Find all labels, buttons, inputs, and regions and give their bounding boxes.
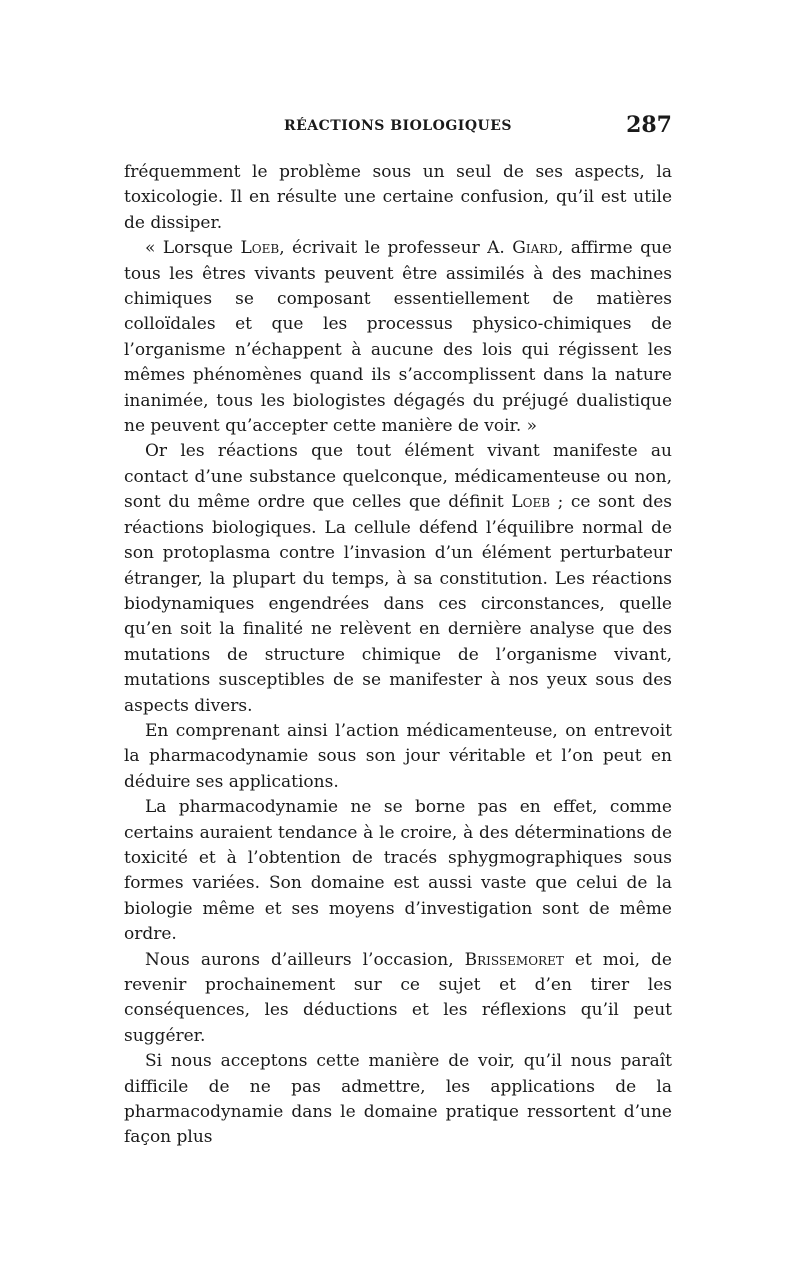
text-run: , affirme que tous les êtres vivants peuvent être assimilés à des machines chimiques se composant essentiellement de matières colloïdales et que les processus physico-chimiques de l’organisme n’échappent à aucune des lois qui régissent les mêmes phénomènes quand ils s’accomplissent dans la nature inanimée, tous les biologistes dégagés du préjugé dualistique ne peuvent qu’accepter cette manière de voir. » bbox=[124, 238, 672, 437]
author-name: Loeb bbox=[511, 492, 551, 513]
text-run: ; ce sont des réactions biologiques. La cellule défend l’équilibre normal de son protoplasma contre l’invasion d’un élément perturbateur étranger, la plupart du temps, à sa constitution. Les réactions biodynamiques engendrées dans ces circonstances, quelle qu’en soit la finalité ne relèvent en dernière analyse que des mutations de structure chimique de l’organisme vivant, mutations susceptibles de se manifester à nos yeux sous des aspects divers. bbox=[124, 492, 672, 716]
text-run: et moi, de revenir prochainement sur ce sujet et d’en tirer les conséquences, les déductions et les réflexions qu’il peut suggérer. bbox=[124, 949, 672, 1046]
author-name: Brissemoret bbox=[464, 949, 564, 970]
paragraph bbox=[124, 1049, 672, 1151]
paragraph bbox=[124, 160, 672, 236]
running-header bbox=[124, 112, 672, 144]
author-name: Giard bbox=[512, 238, 558, 259]
paragraph bbox=[124, 948, 672, 1050]
paragraph bbox=[124, 719, 672, 795]
author-name: Loeb bbox=[240, 238, 280, 259]
page-number: 287 bbox=[626, 112, 672, 138]
paragraph bbox=[124, 439, 672, 718]
paragraph bbox=[124, 795, 672, 947]
text-run: , écrivait le professeur A. bbox=[279, 238, 513, 259]
paragraph bbox=[124, 236, 672, 439]
text-run: fréquemment le problème sous un seul de ses aspects, la toxicologie. Il en résulte une certaine confusion, qu’il est utile de dissiper. bbox=[124, 162, 672, 233]
text-run: Si nous acceptons cette manière de voir, qu’il nous paraît difficile de ne pas admettre, les applications de la pharmacodynamie dans le domaine pratique ressortent d’une façon plus bbox=[124, 1051, 672, 1148]
text-run: Or les réactions que tout élément vivant manifeste au contact d’une substance quelconque, médicamenteuse ou non, sont du même ordre que celles que définit bbox=[124, 441, 672, 513]
body-text bbox=[124, 160, 672, 1151]
text-run: La pharmacodynamie ne se borne pas en effet, comme certains auraient tendance à le croire, à des déterminations de toxicité et à l’obtention de tracés sphygmographiques sous formes variées. Son domaine est aussi vaste que celui de la biologie même et ses moyens d’investigation sont de même ordre. bbox=[124, 797, 672, 945]
text-run: En comprenant ainsi l’action médicamenteuse, on entrevoit la pharmacodynamie sous son jour véritable et l’on peut en déduire ses applications. bbox=[124, 720, 672, 792]
running-title: RÉACTIONS BIOLOGIQUES bbox=[283, 118, 513, 134]
text-run: Nous aurons d’ailleurs l’occasion, bbox=[145, 949, 465, 970]
text-run: « Lorsque bbox=[145, 238, 241, 259]
book-page bbox=[124, 112, 672, 1151]
